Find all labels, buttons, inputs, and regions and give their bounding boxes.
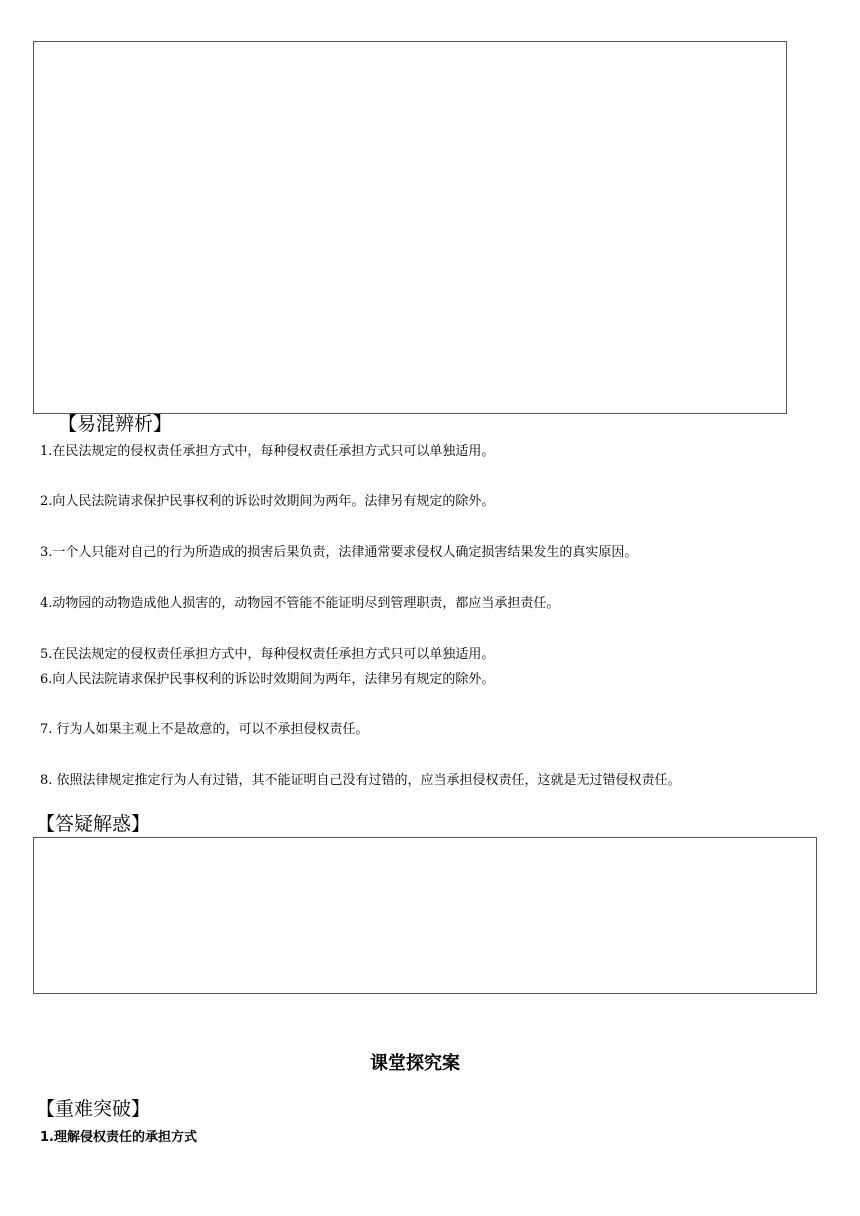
confusion-item-4: 4.动物园的动物造成他人损害的，动物园不管能不能证明尽到管理职责，都应当承担责任。	[40, 596, 560, 611]
confusion-item-5: 5.在民法规定的侵权责任承担方式中，每种侵权责任承担方式只可以单独适用。	[40, 647, 495, 662]
confusion-item-1: 1.在民法规定的侵权责任承担方式中，每种侵权责任承担方式只可以单独适用。	[40, 444, 495, 459]
notes-box	[33, 41, 787, 414]
page-title: 课堂探究案	[370, 1053, 460, 1074]
key-point-subheading: 1.理解侵权责任的承担方式	[40, 1130, 197, 1145]
confusion-item-8: 8. 依照法律规定推定行为人有过错，其不能证明自己没有过错的，应当承担侵权责任，这就是无过错侵权责任。	[40, 773, 681, 788]
confusion-heading: 【易混辨析】	[58, 413, 173, 435]
answer-box	[33, 837, 817, 994]
key-points-heading: 【重难突破】	[36, 1098, 151, 1120]
confusion-item-7: 7. 行为人如果主观上不是故意的，可以不承担侵权责任。	[40, 722, 369, 737]
confusion-item-2: 2.向人民法院请求保护民事权利的诉讼时效期间为两年。法律另有规定的除外。	[40, 494, 495, 509]
confusion-item-3: 3.一个人只能对自己的行为所造成的损害后果负责，法律通常要求侵权人确定损害结果发生的真实原因。	[40, 545, 638, 560]
answer-heading: 【答疑解惑】	[36, 813, 151, 835]
confusion-item-6: 6.向人民法院请求保护民事权利的诉讼时效期间为两年，法律另有规定的除外。	[40, 672, 495, 687]
